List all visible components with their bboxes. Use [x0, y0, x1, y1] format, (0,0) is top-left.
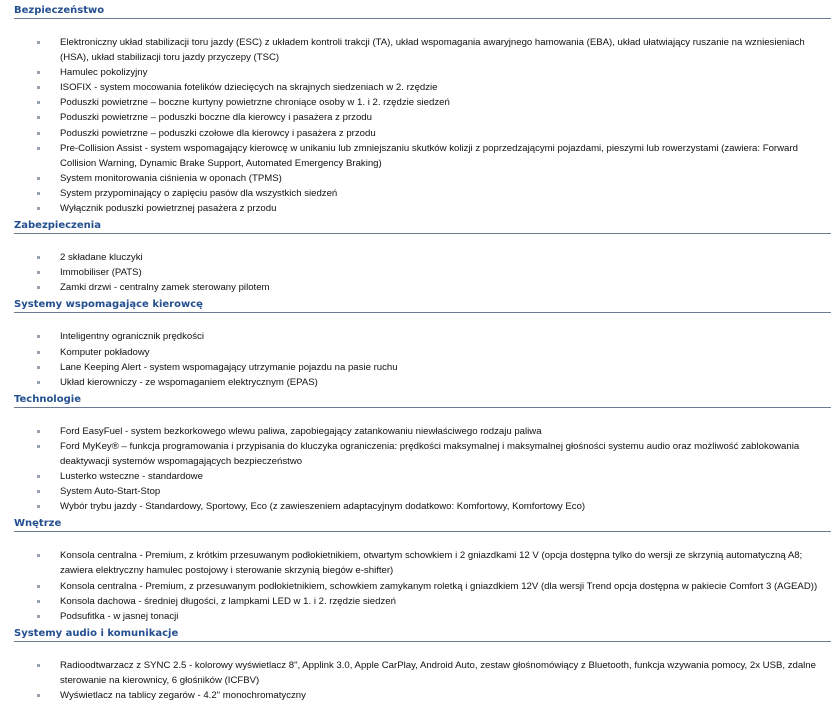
- section-title: Systemy audio i komunikacje: [14, 627, 831, 642]
- list-item: Ford MyKey® – funkcja programowania i przypisania do kluczyka ograniczenia: prędkości maksymalnej i maksymalnej głośności systemu audio oraz możliwość zablokowania deaktywacji systemów wspomagających bezpieczeństwo: [60, 439, 831, 469]
- section-interior: [14, 517, 831, 626]
- list-item: 2 składane kluczyki: [60, 250, 831, 265]
- section-technologies: [14, 393, 831, 518]
- section-title: Wnętrze: [14, 517, 831, 532]
- list-item: Lane Keeping Alert - system wspomagający utrzymanie pojazdu na pasie ruchu: [60, 360, 831, 375]
- list-item: Pre-Collision Assist - system wspomagający kierowcę w unikaniu lub zmniejszaniu skutków kolizji z poprzedzającymi pojazdami, pieszymi lub rowerzystami (zawiera: Forward Collision Warning, Dynamic Brake Support, Automated Emergency Braking): [60, 141, 831, 171]
- item-list: [14, 329, 831, 389]
- section-driver-assist: [14, 298, 831, 392]
- list-item: Układ kierowniczy - ze wspomaganiem elektrycznym (EPAS): [60, 375, 831, 390]
- list-item: Konsola centralna - Premium, z przesuwanym podłokietnikiem, schowkiem zamykanym roletką i gniazdkiem 12V (dla wersji Trend opcja dostępna w pakiecie Comfort 3 (AGEAD)): [60, 579, 831, 594]
- section-security: [14, 219, 831, 298]
- list-item: Inteligentny ogranicznik prędkości: [60, 329, 831, 344]
- list-item: Poduszki powietrzne – poduszki czołowe dla kierowcy i pasażera z przodu: [60, 126, 831, 141]
- list-item: Podsufitka - w jasnej tonacji: [60, 609, 831, 624]
- list-item: Konsola dachowa - średniej długości, z lampkami LED w 1. i 2. rzędzie siedzeń: [60, 594, 831, 609]
- item-list: [14, 658, 831, 703]
- section-safety: [14, 4, 831, 219]
- list-item: Komputer pokładowy: [60, 345, 831, 360]
- list-item: ISOFIX - system mocowania fotelików dziecięcych na skrajnych siedzeniach w 2. rzędzie: [60, 80, 831, 95]
- list-item: Poduszki powietrzne – boczne kurtyny powietrzne chroniące osoby w 1. i 2. rzędzie siedzeń: [60, 95, 831, 110]
- list-item: System monitorowania ciśnienia w oponach (TPMS): [60, 171, 831, 186]
- list-item: Wybór trybu jazdy - Standardowy, Sportowy, Eco (z zawieszeniem adaptacyjnym dodatkowo: Komfortowy, Komfortowy Eco): [60, 499, 831, 514]
- list-item: Lusterko wsteczne - standardowe: [60, 469, 831, 484]
- section-title: Zabezpieczenia: [14, 219, 831, 234]
- item-list: [14, 548, 831, 623]
- list-item: Poduszki powietrzne – poduszki boczne dla kierowcy i pasażera z przodu: [60, 110, 831, 125]
- section-title: Bezpieczeństwo: [14, 4, 831, 19]
- list-item: System Auto-Start-Stop: [60, 484, 831, 499]
- list-item: Ford EasyFuel - system bezkorkowego wlewu paliwa, zapobiegający zatankowaniu niewłaściwego rodzaju paliwa: [60, 424, 831, 439]
- list-item: Immobiliser (PATS): [60, 265, 831, 280]
- list-item: Hamulec pokolizyjny: [60, 65, 831, 80]
- section-title: Technologie: [14, 393, 831, 408]
- list-item: Zamki drzwi - centralny zamek sterowany pilotem: [60, 280, 831, 295]
- list-item: Konsola centralna - Premium, z krótkim przesuwanym podłokietnikiem, otwartym schowkiem i 2 gniazdkami 12 V (opcja dostępna tylko do wersji ze skrzynią automatyczną A8; zawiera elektryczny hamulec postojowy i sterowanie skrzynią biegów e-shifter): [60, 548, 831, 578]
- item-list: [14, 250, 831, 295]
- list-item: Radioodtwarzacz z SYNC 2.5 - kolorowy wyświetlacz 8", Applink 3.0, Apple CarPlay, Android Auto, zestaw głośnomówiący z Bluetooth, funkcja wzywania pomocy, 2x USB, zdalne sterowanie na kierownicy, 6 głośników (ICFBV): [60, 658, 831, 688]
- item-list: [14, 35, 831, 216]
- equipment-list: [14, 4, 831, 703]
- section-title: Systemy wspomagające kierowcę: [14, 298, 831, 313]
- section-audio: [14, 627, 831, 703]
- list-item: Wyświetlacz na tablicy zegarów - 4.2" monochromatyczny: [60, 688, 831, 703]
- list-item: Wyłącznik poduszki powietrznej pasażera z przodu: [60, 201, 831, 216]
- item-list: [14, 424, 831, 515]
- list-item: System przypominający o zapięciu pasów dla wszystkich siedzeń: [60, 186, 831, 201]
- list-item: Elektroniczny układ stabilizacji toru jazdy (ESC) z układem kontroli trakcji (TA), układ wspomagania awaryjnego hamowania (EBA), układ ułatwiający ruszanie na wzniesieniach (HSA), układ stabilizacji toru jazdy przyczepy (TSC): [60, 35, 831, 65]
